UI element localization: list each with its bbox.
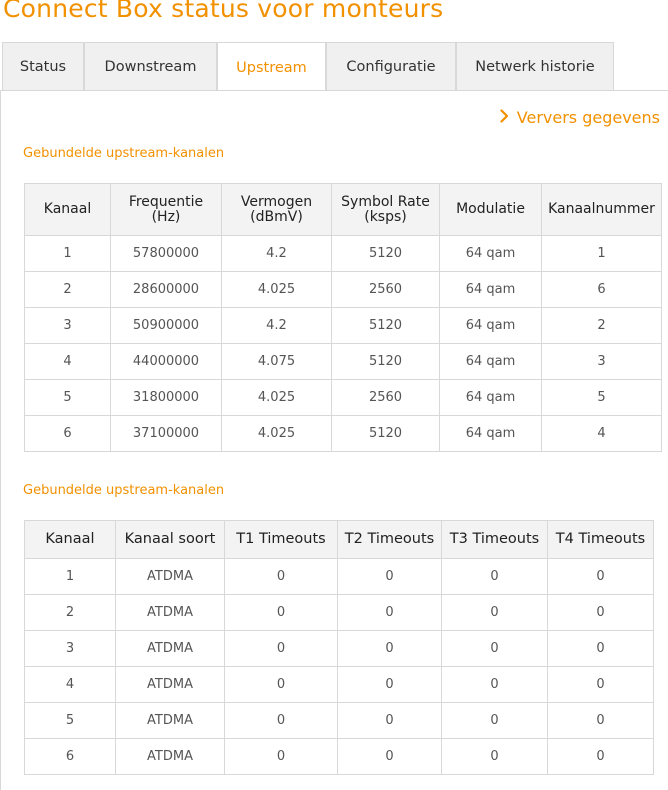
table-cell: ATDMA [116, 559, 225, 595]
table-cell: 5 [25, 380, 111, 416]
tab-netwerk-historie[interactable]: Netwerk historie [456, 42, 614, 90]
table-cell: 3 [25, 308, 111, 344]
refresh-link[interactable] [500, 108, 660, 127]
table-cell: 5120 [332, 344, 440, 380]
table-cell: ATDMA [116, 631, 225, 667]
table-cell: 57800000 [111, 236, 222, 272]
table-cell: 0 [338, 703, 442, 739]
table-row [25, 236, 662, 272]
tab-downstream[interactable]: Downstream [84, 42, 217, 90]
column-header: Symbol Rate (ksps) [332, 184, 440, 236]
table-row [25, 344, 662, 380]
column-header: Kanaalnummer [542, 184, 662, 236]
table-cell: 4.2 [222, 308, 332, 344]
table-cell: 37100000 [111, 416, 222, 452]
table-cell: 0 [225, 703, 338, 739]
table-cell: 0 [548, 739, 654, 775]
table-cell: 64 qam [440, 308, 542, 344]
table-cell: 4 [25, 344, 111, 380]
table-cell: 0 [442, 703, 548, 739]
table-cell: 64 qam [440, 236, 542, 272]
table-row [25, 559, 654, 595]
table-row [25, 308, 662, 344]
table-cell: 5120 [332, 416, 440, 452]
table-cell: 4.025 [222, 416, 332, 452]
table-cell: 0 [442, 667, 548, 703]
table-cell: 0 [225, 667, 338, 703]
table-cell: 64 qam [440, 344, 542, 380]
table-cell: 0 [548, 667, 654, 703]
table-cell: 2560 [332, 380, 440, 416]
table-cell: 0 [548, 595, 654, 631]
table-cell: ATDMA [116, 739, 225, 775]
table-cell: 3 [542, 344, 662, 380]
column-header: Kanaal [25, 521, 116, 559]
table-row [25, 272, 662, 308]
upstream-timeouts-table [24, 520, 654, 775]
table-cell: 5 [25, 703, 116, 739]
table-cell: 0 [548, 703, 654, 739]
page-title: Connect Box status voor monteurs [3, 0, 444, 23]
table-cell: 4 [25, 667, 116, 703]
table-cell: 44000000 [111, 344, 222, 380]
table-cell: 5120 [332, 308, 440, 344]
refresh-label: Ververs gegevens [516, 108, 660, 127]
table-cell: 0 [338, 667, 442, 703]
table-cell: 64 qam [440, 416, 542, 452]
section-title-timeouts: Gebundelde upstream-kanalen [23, 483, 225, 498]
table-cell: 3 [25, 631, 116, 667]
table-cell: 5 [542, 380, 662, 416]
table-row [25, 380, 662, 416]
column-header: T3 Timeouts [442, 521, 548, 559]
table-cell: ATDMA [116, 595, 225, 631]
table-cell: 4.025 [222, 272, 332, 308]
section-title-channels: Gebundelde upstream-kanalen [23, 146, 225, 161]
table-cell: 28600000 [111, 272, 222, 308]
table-row [25, 667, 654, 703]
column-header: T1 Timeouts [225, 521, 338, 559]
table-cell: 5120 [332, 236, 440, 272]
table-cell: 6 [542, 272, 662, 308]
table-cell: 0 [225, 739, 338, 775]
chevron-right-icon [500, 108, 509, 127]
table-cell: 64 qam [440, 272, 542, 308]
table-cell: 0 [338, 559, 442, 595]
table-cell: 0 [225, 595, 338, 631]
tab-upstream[interactable]: Upstream [217, 42, 326, 92]
column-header: T4 Timeouts [548, 521, 654, 559]
column-header: Modulatie [440, 184, 542, 236]
table-cell: 0 [442, 739, 548, 775]
table-cell: ATDMA [116, 703, 225, 739]
table-cell: 1 [25, 559, 116, 595]
table-cell: 0 [225, 631, 338, 667]
tab-status[interactable]: Status [2, 42, 84, 90]
table-cell: 0 [338, 595, 442, 631]
table-cell: 1 [542, 236, 662, 272]
table-header-row [25, 521, 654, 559]
table-cell: 0 [442, 559, 548, 595]
table-cell: 1 [25, 236, 111, 272]
table-cell: 0 [338, 631, 442, 667]
table-row [25, 631, 654, 667]
table-cell: 0 [548, 559, 654, 595]
table-cell: 0 [442, 631, 548, 667]
table-cell: 4.025 [222, 380, 332, 416]
table-cell: 64 qam [440, 380, 542, 416]
table-cell: 31800000 [111, 380, 222, 416]
column-header: T2 Timeouts [338, 521, 442, 559]
table-cell: 2 [25, 595, 116, 631]
table-cell: 4 [542, 416, 662, 452]
table-row [25, 416, 662, 452]
table-cell: 2 [25, 272, 111, 308]
table-cell: 0 [442, 595, 548, 631]
table-cell: ATDMA [116, 667, 225, 703]
column-header: Kanaal [25, 184, 111, 236]
column-header: Kanaal soort [116, 521, 225, 559]
table-cell: 50900000 [111, 308, 222, 344]
tab-configuratie[interactable]: Configuratie [326, 42, 456, 90]
table-cell: 2 [542, 308, 662, 344]
table-row [25, 703, 654, 739]
table-row [25, 739, 654, 775]
table-cell: 4.2 [222, 236, 332, 272]
column-header: Vermogen (dBmV) [222, 184, 332, 236]
tab-bar [0, 42, 668, 90]
table-header-row [25, 184, 662, 236]
table-cell: 0 [225, 559, 338, 595]
table-cell: 4.075 [222, 344, 332, 380]
upstream-channels-table [24, 183, 662, 452]
column-header: Frequentie (Hz) [111, 184, 222, 236]
table-cell: 2560 [332, 272, 440, 308]
table-cell: 0 [548, 631, 654, 667]
table-cell: 6 [25, 416, 111, 452]
table-cell: 6 [25, 739, 116, 775]
table-cell: 0 [338, 739, 442, 775]
table-row [25, 595, 654, 631]
